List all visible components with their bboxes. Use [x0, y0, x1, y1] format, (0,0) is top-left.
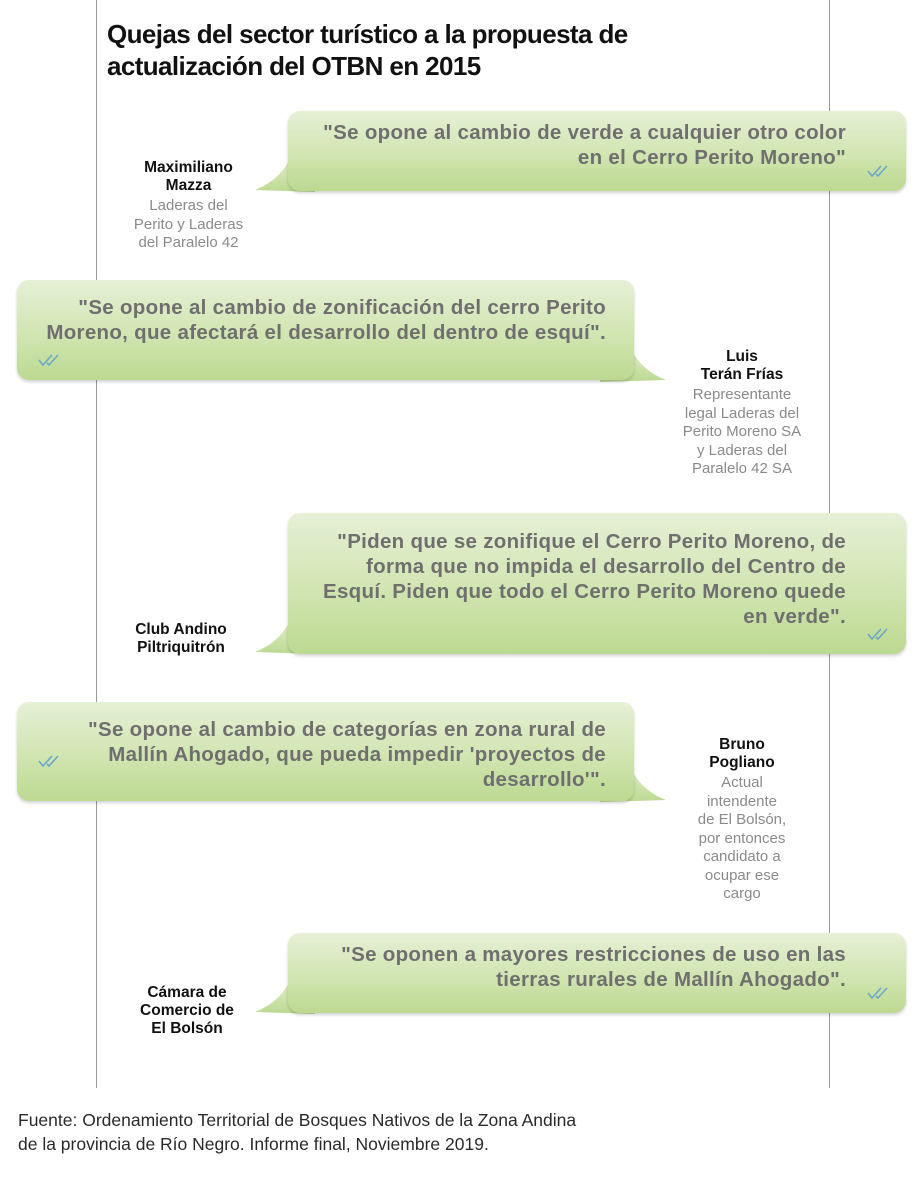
speaker-role: Actual intendente de El Bolsón, por entonces candidato a ocupar ese cargo — [697, 774, 787, 902]
message-quote: "Piden que se zonifique el Cerro Perito Moreno, de forma que no impida el desarrollo del Centro de Esquí. Piden que todo el Cerro Perito Moreno quede en verde". — [323, 530, 846, 628]
message-bubble — [288, 513, 906, 654]
message-bubble — [17, 702, 634, 801]
message-quote: "Se oponen a mayores restricciones de uso en las tierras rurales de Mallín Ahogado". — [341, 943, 846, 991]
speaker-name: Maximiliano Mazza — [144, 159, 233, 194]
double-check-icon — [38, 353, 64, 367]
message-bubble — [288, 933, 906, 1013]
speaker — [111, 621, 251, 657]
speaker-name: Club Andino Piltriquitrón — [135, 621, 227, 656]
message-bubble — [288, 111, 906, 191]
double-check-icon — [867, 986, 893, 1000]
message-bubble — [17, 280, 634, 380]
timeline-line-left — [96, 0, 97, 1088]
source-note: Fuente: Ordenamiento Territorial de Bosques Nativos de la Zona Andina de la provincia de Río Negro. Informe final, Noviembre 2019. — [18, 1110, 577, 1154]
message-quote: "Se opone al cambio de verde a cualquier otro color en el Cerro Perito Moreno" — [323, 121, 846, 169]
double-check-icon — [38, 754, 64, 768]
speaker-role: Representante legal Laderas del Perito Moreno SA y Laderas del Paralelo 42 SA — [682, 386, 802, 477]
page-title: Quejas del sector turístico a la propuesta de actualización del OTBN en 2015 — [107, 19, 628, 81]
message-quote: "Se opone al cambio de zonificación del cerro Perito Moreno, que afectará el desarrollo del dentro de esquí". — [46, 296, 606, 344]
speaker-name: Cámara de Comercio de El Bolsón — [140, 984, 234, 1037]
double-check-icon — [867, 164, 893, 178]
speaker — [116, 159, 261, 253]
speaker — [664, 348, 820, 479]
speaker-role: Laderas del Perito y Laderas del Paralelo 42 — [133, 197, 244, 251]
speaker-name: Bruno Pogliano — [709, 736, 775, 771]
speaker — [117, 984, 257, 1038]
speaker — [672, 736, 812, 904]
speaker-name: Luis Terán Frías — [700, 348, 784, 383]
double-check-icon — [867, 627, 893, 641]
message-quote: "Se opone al cambio de categorías en zona rural de Mallín Ahogado, que pueda impedir 'proyectos de desarrollo'". — [87, 718, 606, 791]
